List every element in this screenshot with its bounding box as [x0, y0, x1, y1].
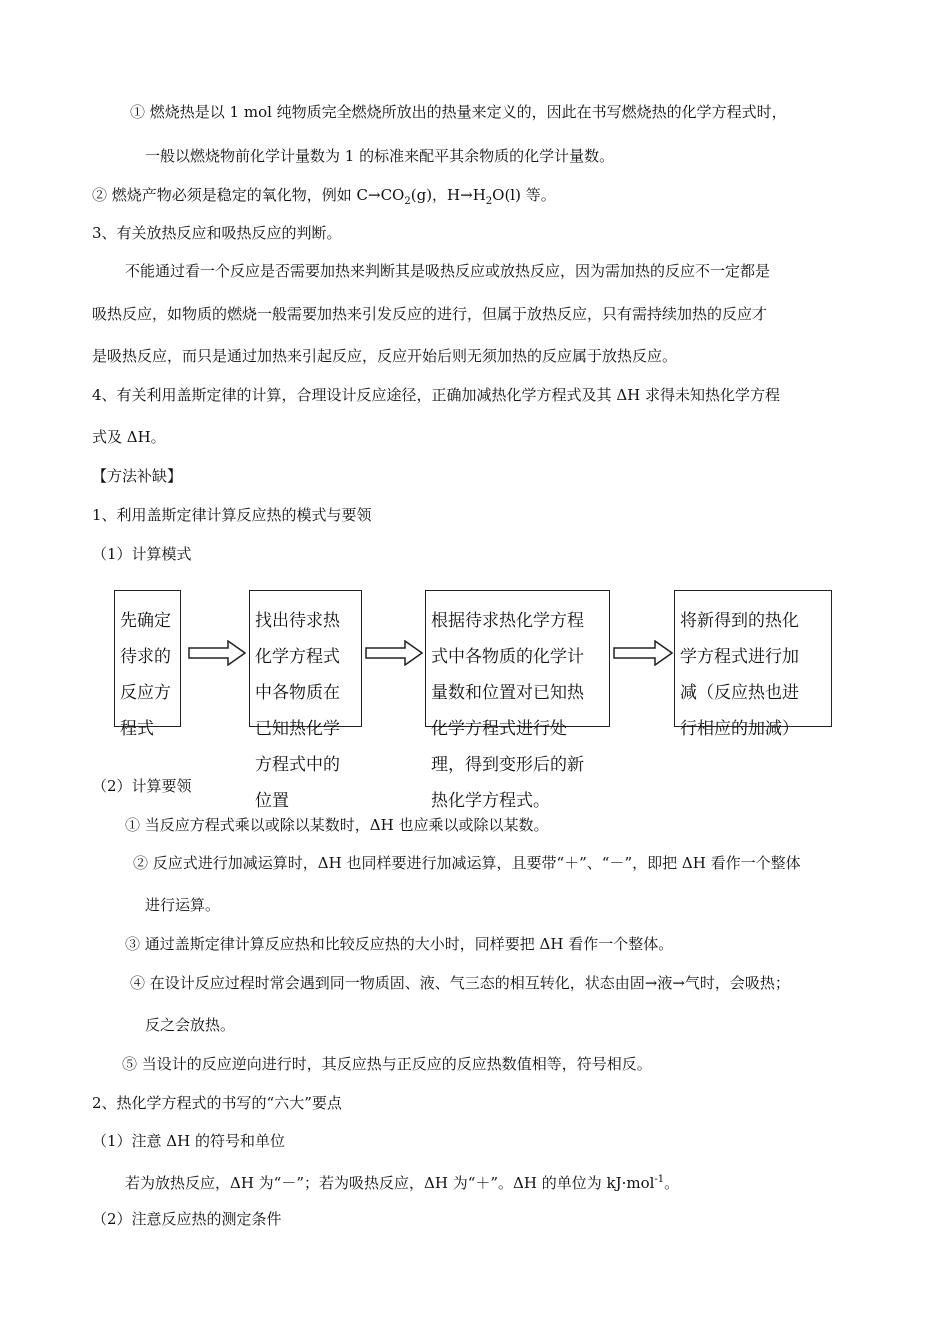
point-1: ① 当反应方程式乘以或除以某数时，ΔH 也应乘以或除以某数。: [125, 816, 549, 834]
para-combustion-products: ② 燃烧产物必须是稳定的氧化物，例如 $C\to CO_2(g)$，$H\to H_2O(l)$ 等。: [92, 186, 556, 207]
para-sign-unit-detail: 若为放热反应，ΔH 为“－”；若为吸热反应，ΔH 为“＋”。ΔH 的单位为 kJ·mol$^{-1}$。: [125, 1174, 680, 1192]
point-4: ④ 在设计反应过程时常会遇到同一物质固、液、气三态的相互转化，状态由固→液→气时，会吸热；: [130, 974, 790, 992]
para-sign-unit: （1）注意 ΔH 的符号和单位: [92, 1132, 285, 1150]
para-calc-mode: （1）计算模式: [92, 545, 192, 563]
section-method: 【方法补缺】: [92, 467, 183, 485]
point-4-cont: 反之会放热。: [145, 1016, 236, 1034]
para-judgment-2: 吸热反应，如物质的燃烧一般需要加热来引发反应的进行，但属于放热反应，只有需持续加热的反应才: [92, 305, 768, 323]
para-judgment-1: 不能通过看一个反应是否需要加热来判断其是吸热反应或放热反应，因为需加热的反应不一定都是: [125, 262, 771, 280]
point-2: ② 反应式进行加减运算时，ΔH 也同样要进行加减运算，且要带“＋”、“－”，即把 ΔH 看作一个整体: [133, 854, 801, 872]
para-conditions: （2）注意反应热的测定条件: [92, 1210, 282, 1228]
para-heading-4-cont: 式及 ΔH。: [92, 428, 166, 446]
para-six-points: 2、热化学方程式的书写的“六大”要点: [92, 1094, 342, 1112]
flow-box-3-text: 根据待求热化学方程 式中各物质的化学计 量数和位置对已知热 化学方程式进行处 理，得到变形后的新 热化学方程式。: [431, 611, 584, 811]
flow-arrow-1: [188, 640, 246, 666]
flow-arrow-2: [365, 640, 423, 666]
para-combustion-2: 一般以燃烧物前化学计量数为 1 的标准来配平其余物质的化学计量数。: [145, 147, 615, 165]
para-judgment-3: 是吸热反应，而只是通过加热来引起反应，反应开始后则无须加热的反应属于放热反应。: [92, 347, 678, 365]
para-calc-points: （2）计算要领: [92, 777, 192, 795]
point-2-cont: 进行运算。: [145, 896, 221, 914]
para-hess-heading: 1、利用盖斯定律计算反应热的模式与要领: [92, 506, 372, 524]
flow-arrow-3: [613, 640, 673, 666]
flow-box-4-text: 将新得到的热化 学方程式进行加 减（反应热也进 行相应的加减）: [680, 611, 799, 739]
point-5: ⑤ 当设计的反应逆向进行时，其反应热与正反应的反应热数值相等，符号相反。: [122, 1055, 652, 1073]
para-combustion-1: ① 燃烧热是以 1 mol 纯物质完全燃烧所放出的热量来定义的，因此在书写燃烧热的化学方程式时，: [130, 103, 787, 121]
para-heading-4: 4、有关利用盖斯定律的计算，合理设计反应途径，正确加减热化学方程式及其 ΔH 求得未知热化学方程: [92, 386, 780, 404]
point-3: ③ 通过盖斯定律计算反应热和比较反应热的大小时，同样要把 ΔH 看作一个整体。: [125, 935, 674, 953]
flow-box-1-text: 先确定 待求的 反应方 程式: [120, 611, 171, 739]
para-heading-3: 3、有关放热反应和吸热反应的判断。: [92, 224, 342, 242]
flow-box-2-text: 找出待求热 化学方程式 中各物质在 已知热化学 方程式中的 位置: [255, 611, 340, 811]
